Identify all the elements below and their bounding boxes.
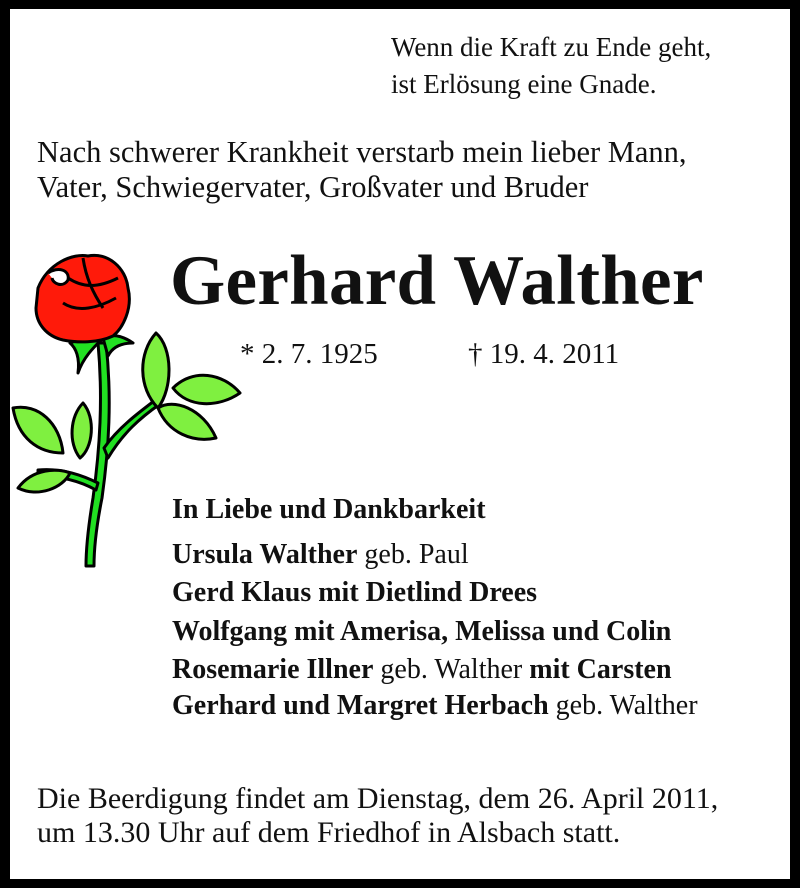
intro-line-1: Nach schwerer Krankheit verstarb mein lieber Mann, <box>37 135 687 169</box>
funeral-line-2: um 13.30 Uhr auf dem Friedhof in Alsbach statt. <box>37 816 621 849</box>
intro-line-2: Vater, Schwiegervater, Großvater und Bruder <box>37 170 589 204</box>
family-note: geb. Walther <box>548 690 698 721</box>
family-line <box>172 656 672 684</box>
family-name: Rosemarie Illner <box>172 654 374 685</box>
death-date: † 19. 4. 2011 <box>468 338 620 370</box>
dedication: In Liebe und Dankbarkeit <box>172 494 486 525</box>
birth-date: * 2. 7. 1925 <box>240 338 378 370</box>
family-note: geb. Walther <box>373 654 530 685</box>
family-name-extra: mit Carsten <box>529 654 672 685</box>
family-line <box>172 618 671 646</box>
family-line <box>172 692 698 720</box>
family-name: Ursula Walther <box>172 539 358 570</box>
family-name: Gerhard und Margret Herbach <box>172 690 549 721</box>
family-name: Wolfgang mit Amerisa, Melissa und Colin <box>172 616 672 647</box>
motto-line-2: ist Erlösung eine Gnade. <box>391 69 657 99</box>
funeral-line-1: Die Beerdigung findet am Dienstag, dem 26. April 2011, <box>37 782 719 815</box>
family-name: Gerd Klaus mit Dietlind Drees <box>172 577 538 608</box>
family-line <box>172 579 537 607</box>
family-note: geb. Paul <box>357 539 469 570</box>
deceased-name: Gerhard Walther <box>170 242 704 320</box>
motto-line-1: Wenn die Kraft zu Ende geht, <box>391 32 712 62</box>
family-line <box>172 541 469 569</box>
